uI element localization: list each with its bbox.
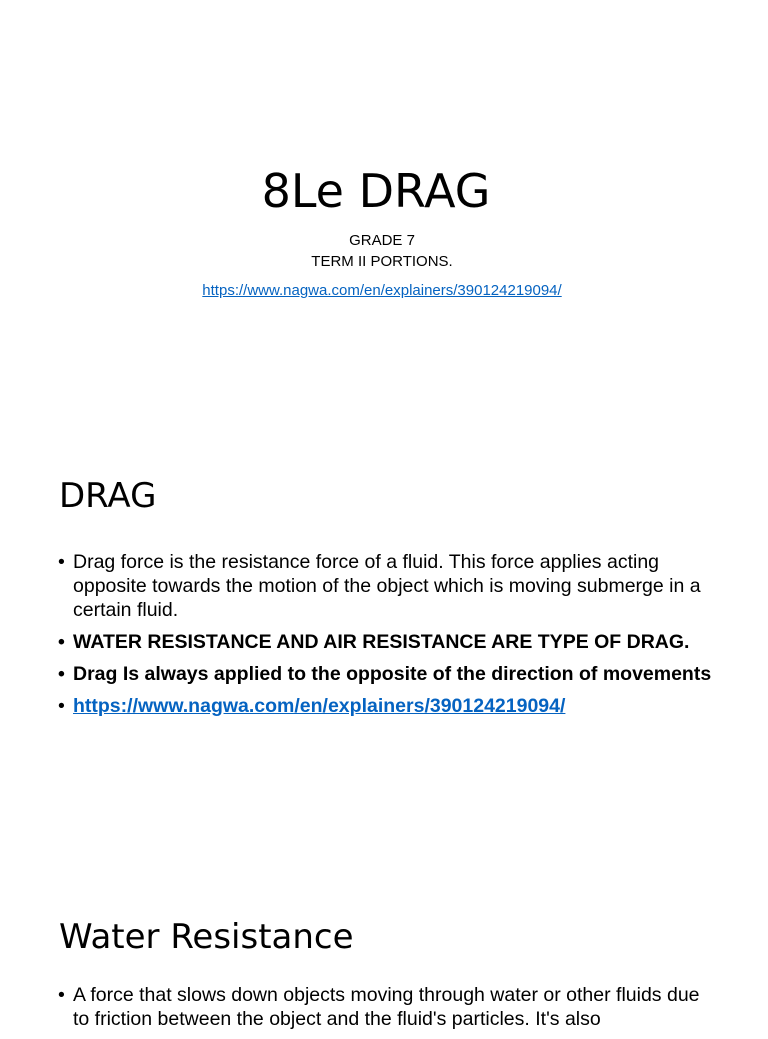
- bullet-text: Drag force is the resistance force of a fluid. This force applies acting opposite towards the motion of the object which is moving submerge in a certain fluid.: [73, 551, 701, 621]
- bullet-icon: •: [58, 695, 65, 717]
- bullet-icon: •: [58, 984, 65, 1006]
- bullet-link[interactable]: https://www.nagwa.com/en/explainers/390124219094/: [73, 695, 566, 717]
- bullet-list: [58, 550, 718, 726]
- list-item: [58, 550, 718, 622]
- list-item: [58, 694, 718, 718]
- title-slide: [0, 0, 768, 440]
- subtitle-term: TERM II PORTIONS.: [311, 253, 453, 270]
- slide-heading-drag: DRAG: [59, 476, 157, 516]
- list-item: [58, 662, 718, 686]
- subtitle-grade: GRADE 7: [349, 232, 415, 249]
- subtitle: [0, 230, 764, 301]
- bullet-text: WATER RESISTANCE AND AIR RESISTANCE ARE TYPE OF DRAG.: [73, 631, 690, 653]
- bullet-icon: •: [58, 631, 65, 653]
- explainer-link[interactable]: https://www.nagwa.com/en/explainers/390124219094/: [202, 282, 562, 299]
- slide-heading-water-resistance: Water Resistance: [59, 917, 354, 957]
- bullet-icon: •: [58, 551, 65, 573]
- page-title: 8Le DRAG: [261, 164, 491, 218]
- bullet-text: A force that slows down objects moving through water or other fluids due to friction between the object and the fluid's particles. It's also: [73, 984, 700, 1030]
- bullet-list: [58, 983, 718, 1039]
- water-resistance-slide: [0, 880, 768, 1030]
- bullet-icon: •: [58, 663, 65, 685]
- drag-slide: [0, 440, 768, 880]
- bullet-text: Drag Is always applied to the opposite of the direction of movements: [73, 663, 712, 685]
- list-item: [58, 630, 718, 654]
